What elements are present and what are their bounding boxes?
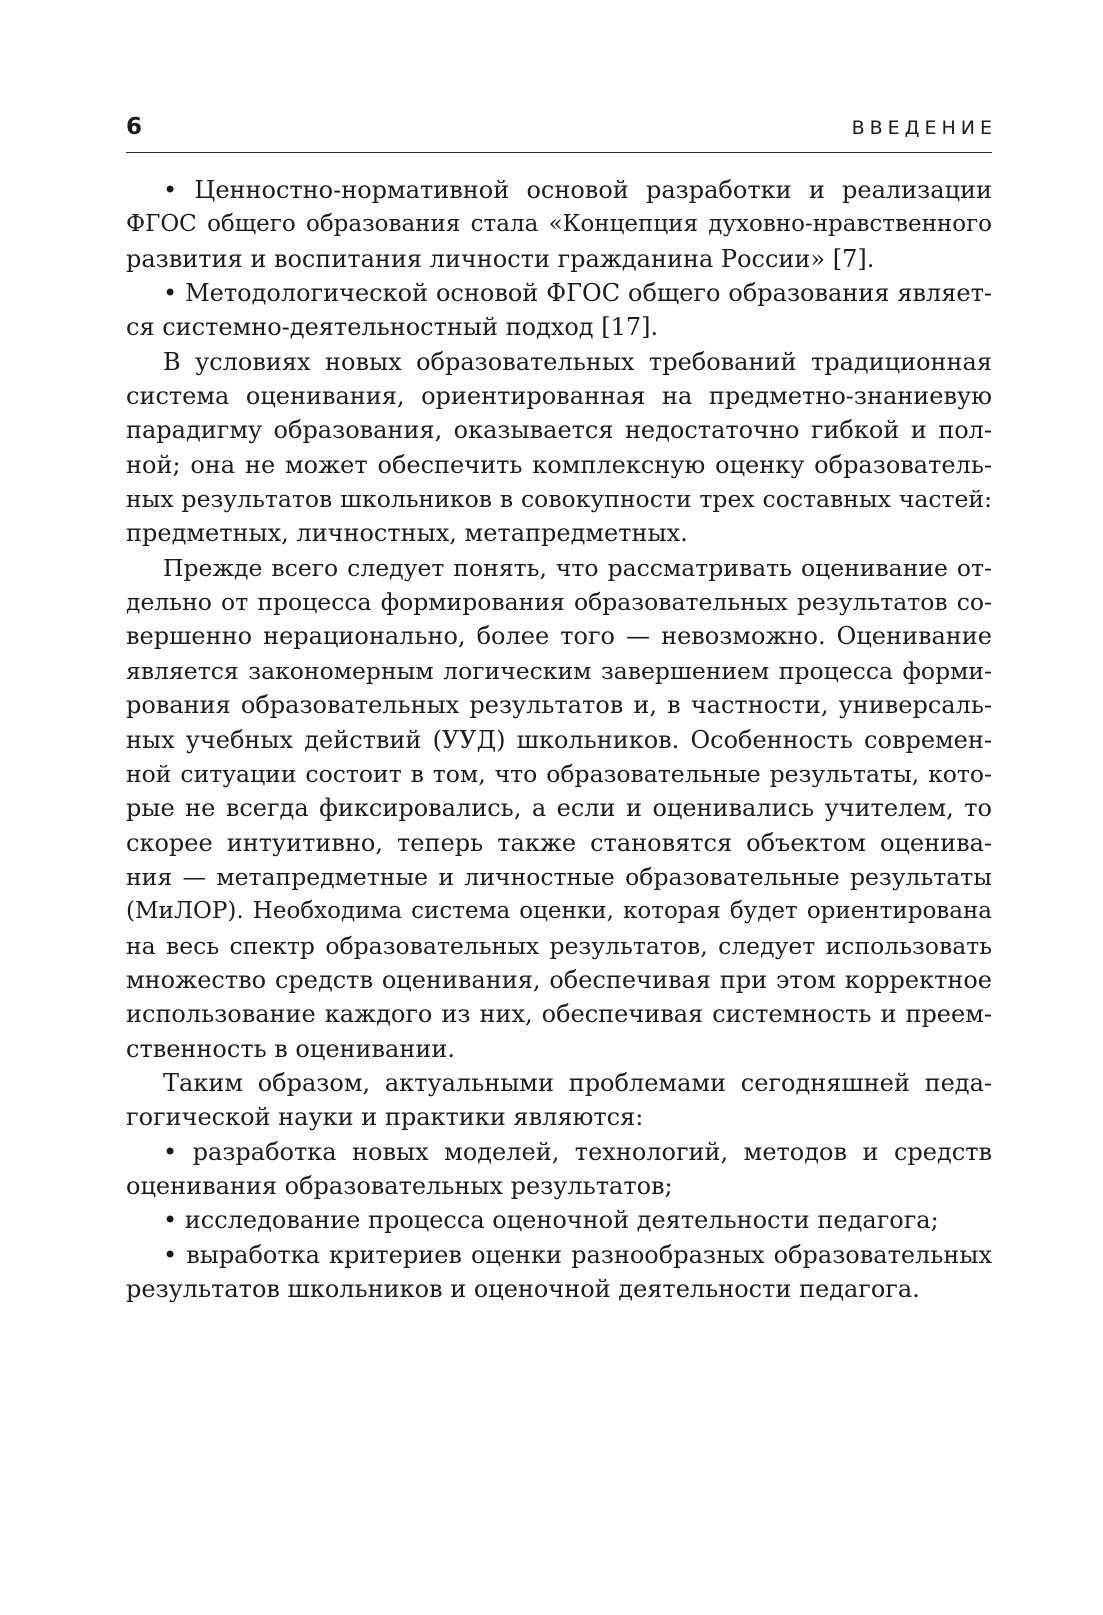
text-line: • разработка новых моделей, технологий, методов и средств bbox=[163, 1137, 992, 1166]
text-line: ных учебных действий (УУД) школьников. Особенность современ- bbox=[126, 725, 992, 754]
text-line: предметных, личностных, метапредметных. bbox=[126, 519, 688, 548]
text-line: развития и воспитания личности гражданина России» [7]. bbox=[126, 244, 875, 273]
text-line: множество средств оценивания, обеспечивая при этом корректное bbox=[126, 965, 992, 994]
body-text bbox=[126, 173, 992, 1306]
page-header bbox=[126, 112, 997, 153]
paragraph bbox=[126, 345, 992, 551]
text-line: дельно от процесса формирования образовательных результатов со- bbox=[126, 588, 992, 617]
page-number: 6 bbox=[126, 114, 143, 140]
text-line: • выработка критериев оценки разнообразных образовательных bbox=[163, 1240, 992, 1269]
text-line: парадигму образования, оказывается недостаточно гибкой и пол- bbox=[126, 416, 992, 445]
paragraph bbox=[126, 276, 992, 345]
text-line: на весь спектр образовательных результатов, следует использовать bbox=[126, 931, 992, 960]
text-line: рые не всегда фиксировались, а если и оценивались учителем, то bbox=[126, 794, 992, 823]
list-item bbox=[126, 1203, 992, 1237]
list-item bbox=[126, 1238, 992, 1307]
paragraph bbox=[126, 173, 992, 276]
running-head: ВВЕДЕНИЕ bbox=[851, 117, 997, 139]
text-line: является закономерным логическим завершением процесса форми- bbox=[126, 656, 992, 685]
text-line: В условиях новых образовательных требований традиционная bbox=[163, 347, 992, 376]
text-line: рования образовательных результатов и, в частности, универсаль- bbox=[126, 691, 992, 720]
text-line: ных результатов школьников в совокупности трех составных частей: bbox=[126, 485, 992, 514]
text-line: Таким образом, актуальными проблемами сегодняшней педа- bbox=[163, 1068, 992, 1097]
text-line: скорее интуитивно, теперь также становятся объектом оценива- bbox=[126, 828, 992, 857]
text-line: (МиЛОР). Необходима система оценки, которая будет ориентирована bbox=[126, 898, 992, 925]
text-line: ственность в оценивании. bbox=[126, 1034, 455, 1063]
text-line: использование каждого из них, обеспечивая системность и преем- bbox=[126, 1000, 992, 1029]
text-line: • Ценностно-нормативной основой разработки и реализации bbox=[163, 176, 992, 204]
text-line: ФГОС общего образования стала «Концепция духовно-нравственного bbox=[126, 211, 992, 238]
paragraph bbox=[126, 551, 992, 1066]
paragraph bbox=[126, 1066, 992, 1135]
text-line: ной ситуации состоит в том, что образовательные результаты, кото- bbox=[126, 759, 992, 788]
text-line: оценивания образовательных результатов; bbox=[126, 1171, 673, 1200]
list-item bbox=[126, 1135, 992, 1204]
text-line: вершенно нерационально, более того — невозможно. Оценивание bbox=[126, 622, 992, 651]
text-line: Прежде всего следует понять, что рассматривать оценивание от- bbox=[163, 553, 992, 582]
text-line: • Методологической основой ФГОС общего образования являет- bbox=[163, 279, 992, 308]
text-line: ния — метапредметные и личностные образовательные результаты bbox=[126, 862, 992, 891]
text-line: • исследование процесса оценочной деятельности педагога; bbox=[163, 1206, 939, 1235]
text-line: ной; она не может обеспечить комплексную оценку образователь- bbox=[126, 450, 992, 479]
text-line: система оценивания, ориентированная на предметно-знаниевую bbox=[126, 382, 992, 411]
text-line: гогической науки и практики являются: bbox=[126, 1103, 644, 1132]
text-line: результатов школьников и оценочной деятельности педагога. bbox=[126, 1275, 920, 1303]
text-line: ся системно-деятельностный подход [17]. bbox=[126, 313, 659, 342]
